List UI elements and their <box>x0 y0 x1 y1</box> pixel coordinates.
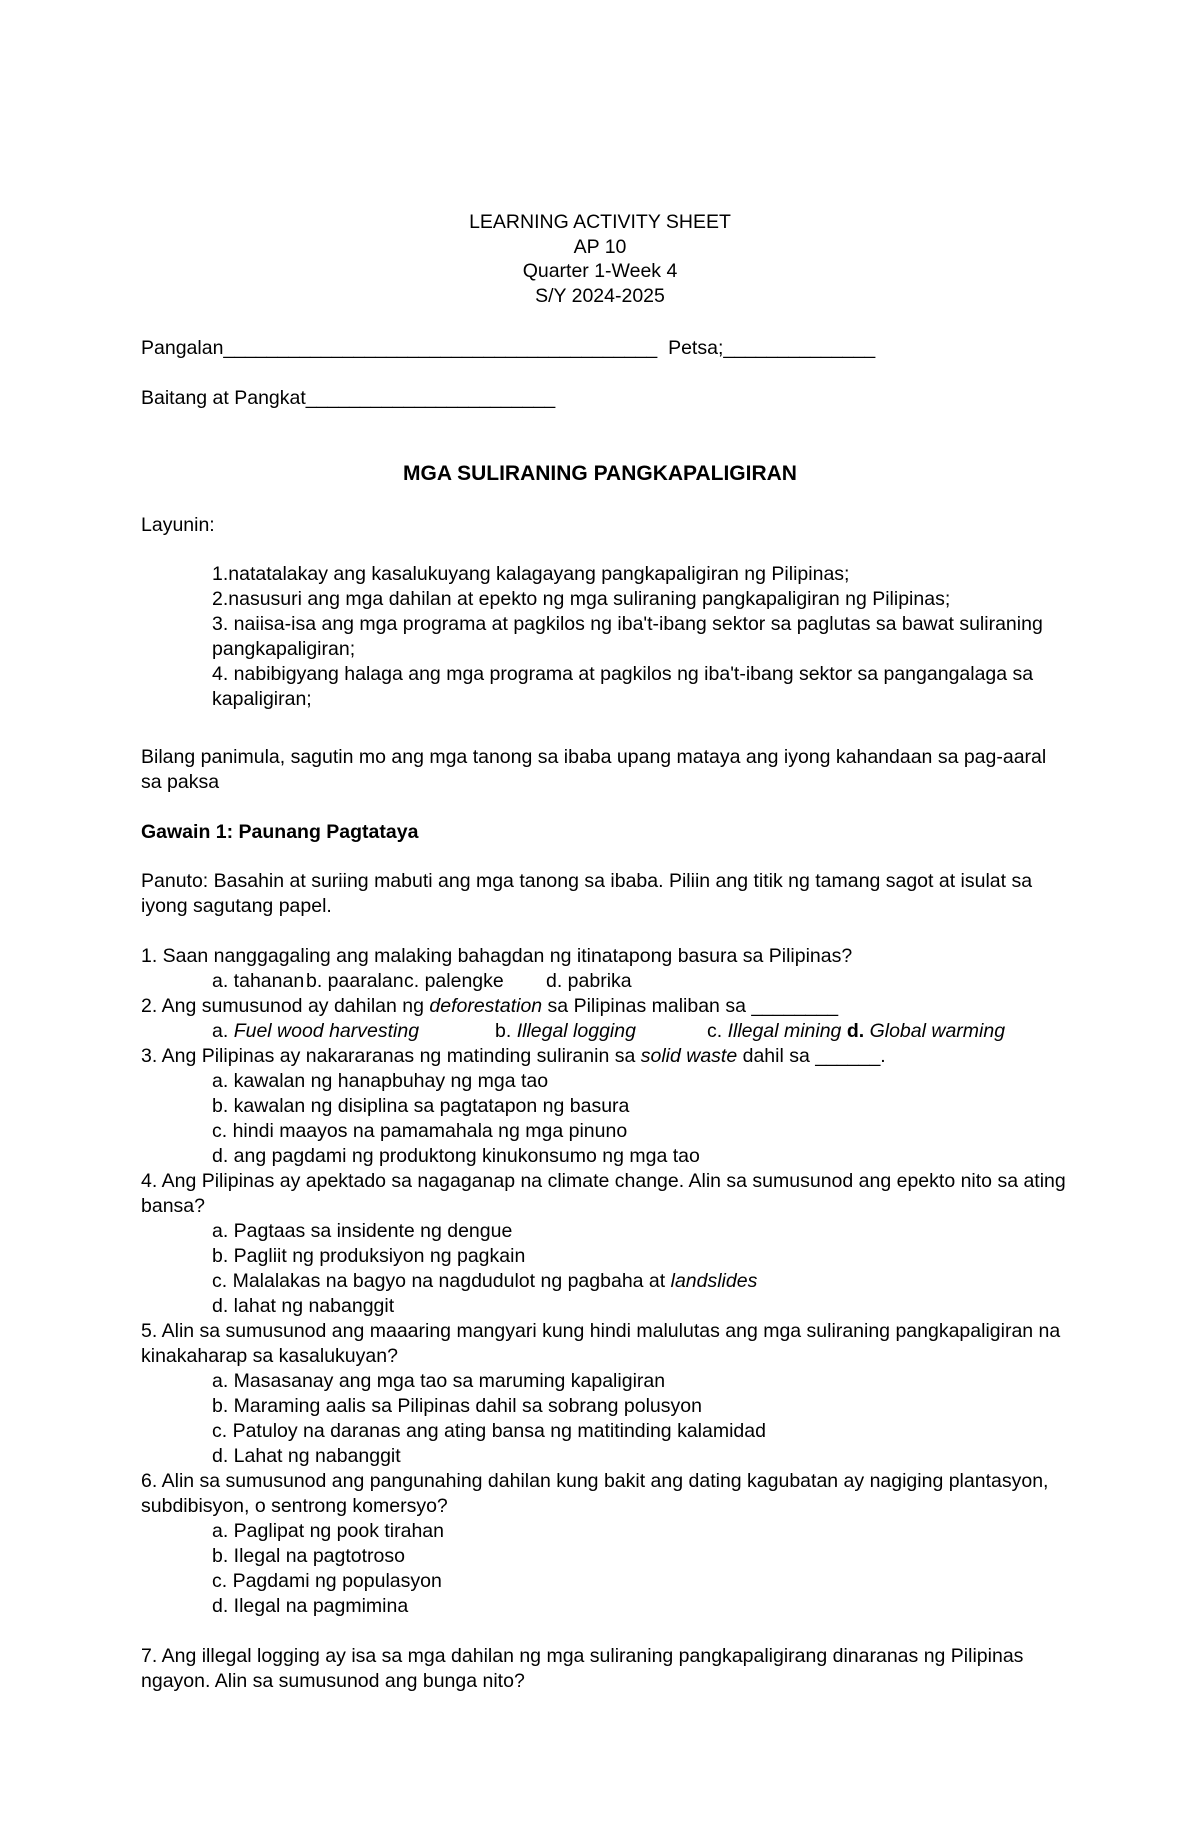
header-quarter: Quarter 1-Week 4 <box>522 260 678 282</box>
activity-heading: Gawain 1: Paunang Pagtataya <box>141 821 419 843</box>
question-6: 6. Alin sa sumusunod ang pangunahing dahilan kung bakit ang dating kagubatan ay nagiging plantasyon, subdibisyon, o sentrong komersyo? <box>141 1470 1049 1517</box>
question-text: dahil sa ______. <box>737 1045 886 1067</box>
option[interactable]: b. kawalan ng disiplina sa pagtatapon ng basura <box>212 1095 630 1117</box>
option[interactable]: d. pabrika <box>546 970 632 992</box>
intro-paragraph: Bilang panimula, sagutin mo ang mga tanong sa ibaba upang mataya ang iyong kahandaan sa pag-aaral sa paksa <box>141 746 1047 793</box>
objective-item: 2.nasusuri ang mga dahilan at epekto ng mga suliraning pangkapaligiran ng Pilipinas; <box>212 588 951 610</box>
question-2-options <box>141 1019 1081 1044</box>
objectives-list <box>212 562 1062 712</box>
option[interactable]: b. Maraming aalis sa Pilipinas dahil sa sobrang polusyon <box>212 1395 702 1417</box>
page-title: MGA SULIRANING PANGKAPALIGIRAN <box>403 462 797 485</box>
grade-section-line <box>141 386 555 411</box>
option[interactable]: c. Malalakas na bagyo na nagdudulot ng pagbaha at landslides <box>212 1270 758 1292</box>
option[interactable]: d. Ilegal na pagmimina <box>212 1595 409 1617</box>
question-3 <box>141 1044 1081 1069</box>
question-1: 1. Saan nanggagaling ang malaking bahagdan ng itinatapong basura sa Pilipinas? <box>141 945 853 967</box>
option[interactable]: d. lahat ng nabanggit <box>212 1295 395 1317</box>
question-term: deforestation <box>429 995 543 1017</box>
question-4: 4. Ang Pilipinas ay apektado sa nagaganap na climate change. Alin sa sumusunod ang epekto nito sa ating bansa? <box>141 1170 1066 1217</box>
option[interactable]: b. Pagliit ng produksiyon ng pagkain <box>212 1245 526 1267</box>
option[interactable]: a. Pagtaas sa insidente ng dengue <box>212 1220 513 1242</box>
question-7: 7. Ang illegal logging ay isa sa mga dahilan ng mga suliraning pangkapaligirang dinaranas ng Pilipinas ngayon. Alin sa sumusunod ang bunga nito? <box>141 1645 1024 1692</box>
grade-label: Baitang at Pangkat <box>141 387 306 409</box>
header-title: LEARNING ACTIVITY SHEET <box>469 211 731 233</box>
question-1-options <box>141 969 1081 994</box>
question-term: solid waste <box>640 1045 738 1067</box>
option[interactable]: d. Lahat ng nabanggit <box>212 1445 401 1467</box>
option[interactable]: c. Pagdami ng populasyon <box>212 1570 442 1592</box>
option[interactable]: a. kawalan ng hanapbuhay ng mga tao <box>212 1070 549 1092</box>
name-date-line <box>141 336 875 361</box>
option[interactable]: d. ang pagdami ng produktong kinukonsumo ng mga tao <box>212 1145 700 1167</box>
objective-item: 1.natatalakay ang kasalukuyang kalagayang pangkapaligiran ng Pilipinas; <box>212 563 850 585</box>
option[interactable]: c. Patuloy na daranas ang ating bansa ng matitinding kalamidad <box>212 1420 766 1442</box>
name-label: Pangalan <box>141 337 224 359</box>
question-5: 5. Alin sa sumusunod ang maaaring mangyari kung hindi malulutas ang mga suliraning pangkapaligiran na kinakaharap sa kasalukuyan? <box>141 1320 1061 1367</box>
option[interactable]: a. Fuel wood harvesting <box>212 1020 420 1042</box>
activity-instructions: Panuto: Basahin at suriing mabuti ang mga tanong sa ibaba. Piliin ang titik ng tamang sagot at isulat sa iyong sagutang papel. <box>141 870 1033 917</box>
objective-item: 4. nabibigyang halaga ang mga programa at pagkilos ng iba't-ibang sektor sa pangangalaga sa kapaligiran; <box>212 663 1034 710</box>
option[interactable]: c. Illegal mining <box>707 1020 842 1042</box>
header-school-year: S/Y 2024-2025 <box>535 284 665 307</box>
option[interactable]: a. Masasanay ang mga tao sa maruming kapaligiran <box>212 1370 666 1392</box>
question-text: sa Pilipinas maliban sa ________ <box>542 995 839 1017</box>
option[interactable]: a. tahanan <box>212 970 305 992</box>
grade-field[interactable]: _______________________ <box>305 387 556 409</box>
option[interactable]: b. paaralan <box>306 970 404 992</box>
option[interactable]: c. hindi maayos na pamamahala ng mga pinuno <box>212 1120 628 1142</box>
option[interactable]: c. palengke <box>404 970 504 992</box>
questions-list <box>141 944 1081 1694</box>
question-2 <box>141 994 1081 1019</box>
option[interactable]: b. Ilegal na pagtotroso <box>212 1545 405 1567</box>
question-text: 2. Ang sumusunod ay dahilan ng <box>141 995 430 1017</box>
question-text: 3. Ang Pilipinas ay nakararanas ng matinding suliranin sa <box>141 1045 641 1067</box>
name-field[interactable]: ________________________________________ <box>223 337 658 359</box>
option[interactable]: a. Paglipat ng pook tirahan <box>212 1520 445 1542</box>
document-header <box>0 210 1200 308</box>
date-label: Petsa; <box>668 337 724 359</box>
objectives-label: Layunin: <box>141 514 215 536</box>
date-field[interactable]: ______________ <box>723 337 876 359</box>
objective-item: 3. naiisa-isa ang mga programa at pagkilos ng iba't-ibang sektor sa paglutas sa bawat suliraning pangkapaligiran; <box>212 613 1043 660</box>
option[interactable]: b. Illegal logging <box>495 1020 636 1042</box>
option[interactable]: d. Global warming <box>841 1020 1006 1042</box>
header-subject: AP 10 <box>573 235 627 258</box>
